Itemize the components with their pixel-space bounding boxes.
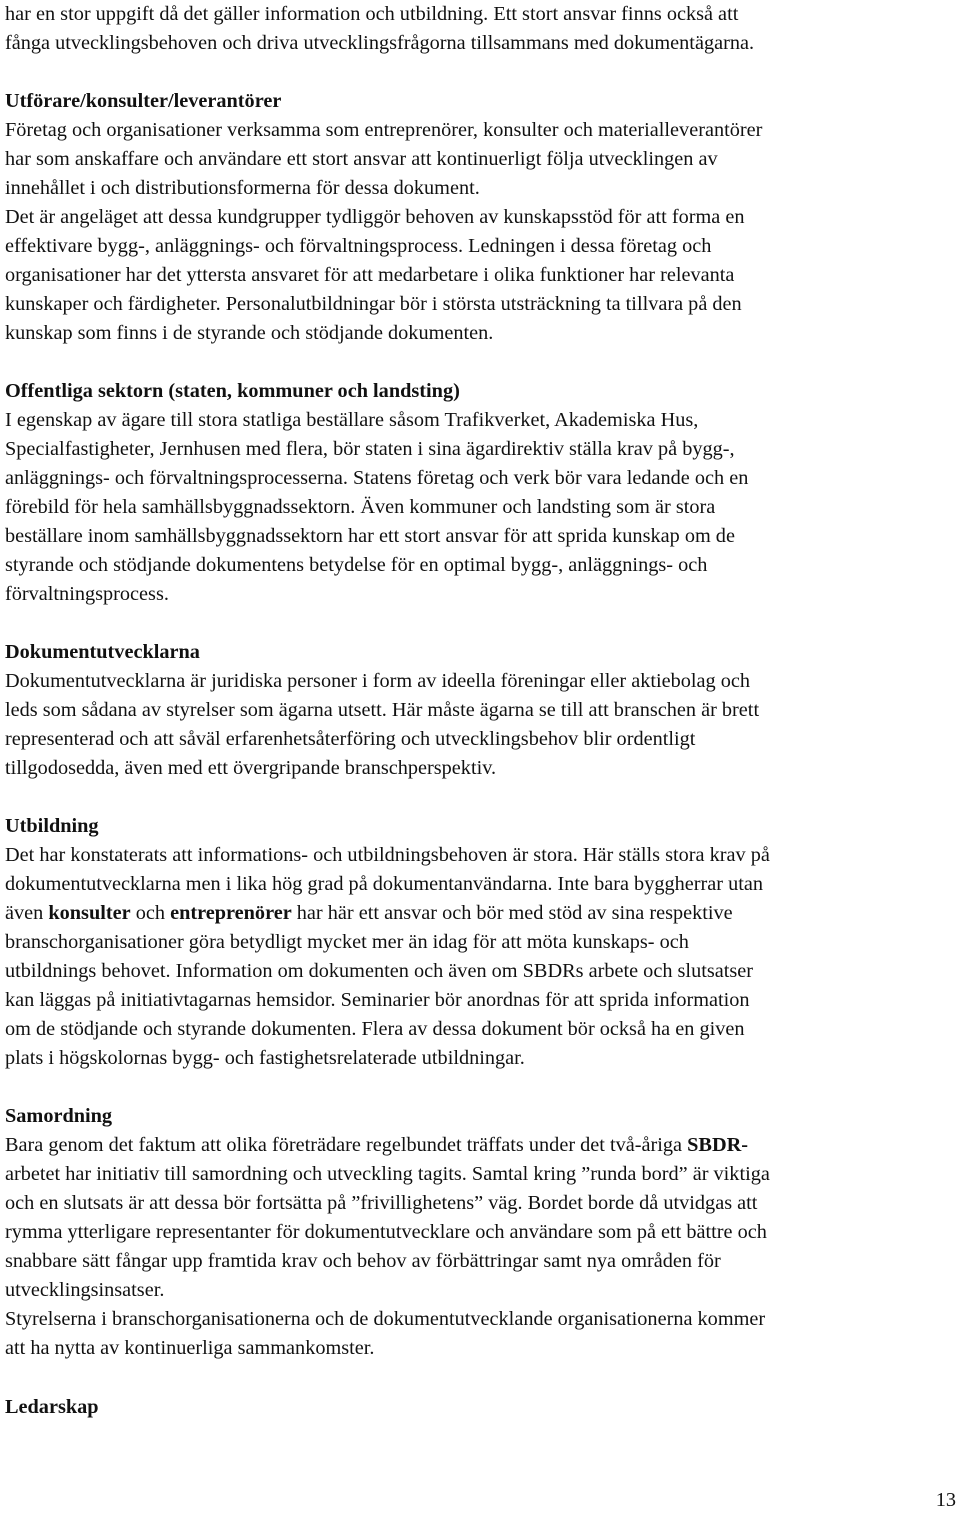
text-line: om de stödjande och styrande dokumenten. Flera av dessa dokument bör också ha en given bbox=[5, 1018, 745, 1040]
text-line: arbetet har initiativ till samordning och utveckling tagits. Samtal kring ”runda bord” är viktiga bbox=[5, 1163, 770, 1185]
section-heading: Samordning bbox=[5, 1105, 113, 1127]
text-line: utbildnings behovet. Information om dokumenten och även om SBDRs arbete och slutsatser bbox=[5, 960, 754, 982]
text-line: har en stor uppgift då det gäller information och utbildning. Ett stort ansvar finns också att bbox=[5, 3, 739, 25]
bold-term-konsulter: konsulter bbox=[48, 902, 131, 924]
text-line: branschorganisationer göra betydligt mycket mer än idag för att möta kunskaps- och bbox=[5, 931, 689, 953]
document-page bbox=[5, 0, 957, 1363]
text-line: Dokumentutvecklarna är juridiska personer i form av ideella föreningar eller aktiebolag och bbox=[5, 670, 751, 692]
text-line: förebild för hela samhällsbyggnadssektorn. Även kommuner och landsting som är stora bbox=[5, 496, 716, 518]
text-line bbox=[5, 1131, 957, 1160]
section-heading: Dokumentutvecklarna bbox=[5, 641, 200, 663]
section-utforare bbox=[5, 87, 957, 348]
section-heading: Utbildning bbox=[5, 815, 99, 837]
section-offentliga bbox=[5, 377, 957, 609]
text-line: kunskap som finns i de styrande och stödjande dokumenten. bbox=[5, 322, 494, 344]
text-run: Bara genom det faktum att olika företrädare regelbundet träffats under det två-åriga bbox=[5, 1134, 688, 1156]
intro-paragraph bbox=[5, 0, 957, 58]
text-line: leds som sådana av styrelser som ägarna utsett. Här måste ägarna se till att branschen är brett bbox=[5, 699, 760, 721]
text-line: kunskaper och färdigheter. Personalutbildningar bör i största utsträckning ta tillvara på den bbox=[5, 293, 742, 315]
text-line bbox=[5, 899, 957, 928]
text-run: har här ett ansvar och bör med stöd av sina respektive bbox=[291, 902, 733, 924]
section-heading: Utförare/konsulter/leverantörer bbox=[5, 90, 282, 112]
text-line: anläggnings- och förvaltningsprocesserna. Statens företag och verk bör vara ledande och en bbox=[5, 467, 749, 489]
section-heading-ledarskap: Ledarskap bbox=[5, 1396, 99, 1418]
bold-term-entreprenorer: entreprenörer bbox=[170, 902, 292, 924]
text-line: effektivare bygg-, anläggnings- och förvaltningsprocess. Ledningen i dessa företag och bbox=[5, 235, 712, 257]
text-line: representerad och att såväl erfarenhetsåterföring och utvecklingsbehov blir ordentligt bbox=[5, 728, 696, 750]
text-line: att ha nytta av kontinuerliga sammankomster. bbox=[5, 1337, 375, 1359]
text-line: rymma ytterligare representanter för dokumentutvecklare och användare som på ett bättre och bbox=[5, 1221, 767, 1243]
text-line: tillgodosedda, även med ett övergripande branschperspektiv. bbox=[5, 757, 497, 779]
text-line: beställare inom samhällsbyggnadssektorn har ett stort ansvar för att sprida kunskap om de bbox=[5, 525, 735, 547]
text-line: Det är angeläget att dessa kundgrupper tydliggör behoven av kunskapsstöd för att forma en bbox=[5, 206, 745, 228]
page-number: 13 bbox=[935, 1489, 956, 1511]
text-line: har som anskaffare och användare ett stort ansvar att kontinuerligt följa utvecklingen av bbox=[5, 148, 718, 170]
text-line: kan läggas på initiativtagarnas hemsidor. Seminarier bör anordnas för att sprida information bbox=[5, 989, 750, 1011]
text-line: dokumentutvecklarna men i lika hög grad på dokumentanvändarna. Inte bara byggherrar utan bbox=[5, 873, 764, 895]
text-line: styrande och stödjande dokumentens betydelse för en optimal bygg-, anläggnings- och bbox=[5, 554, 708, 576]
text-line: I egenskap av ägare till stora statliga beställare såsom Trafikverket, Akademiska Hus, bbox=[5, 409, 699, 431]
text-line: innehållet i och distributionsformerna för dessa dokument. bbox=[5, 177, 480, 199]
text-line: förvaltningsprocess. bbox=[5, 583, 169, 605]
text-line: och en slutsats är att dessa bör fortsätta på ”frivillighetens” väg. Bordet borde då utvidgas att bbox=[5, 1192, 758, 1214]
section-heading: Offentliga sektorn (staten, kommuner och landsting) bbox=[5, 380, 460, 402]
text-line: plats i högskolornas bygg- och fastighetsrelaterade utbildningar. bbox=[5, 1047, 525, 1069]
section-samordning bbox=[5, 1102, 957, 1363]
bold-term-sbdr: SBDR- bbox=[687, 1134, 748, 1156]
text-run: även bbox=[5, 902, 49, 924]
text-line: utvecklingsinsatser. bbox=[5, 1279, 165, 1301]
text-line: Specialfastigheter, Jernhusen med flera, bör staten i sina ägardirektiv ställa krav på bygg-, bbox=[5, 438, 735, 460]
text-line: Det har konstaterats att informations- och utbildningsbehoven är stora. Här ställs stora krav på bbox=[5, 844, 770, 866]
text-line: organisationer har det yttersta ansvaret för att medarbetare i olika funktioner har relevanta bbox=[5, 264, 735, 286]
section-utbildning bbox=[5, 812, 957, 1073]
section-dokumentutvecklarna bbox=[5, 638, 957, 783]
text-line: snabbare sätt fångar upp framtida krav och behov av förbättringar samt nya områden för bbox=[5, 1250, 721, 1272]
text-line: Styrelserna i branschorganisationerna och de dokumentutvecklande organisationerna kommer bbox=[5, 1308, 766, 1330]
text-line: fånga utvecklingsbehoven och driva utvecklingsfrågorna tillsammans med dokumentägarna. bbox=[5, 32, 755, 54]
text-run: och bbox=[130, 902, 171, 924]
text-line: Företag och organisationer verksamma som entreprenörer, konsulter och materialleverantörer bbox=[5, 119, 763, 141]
